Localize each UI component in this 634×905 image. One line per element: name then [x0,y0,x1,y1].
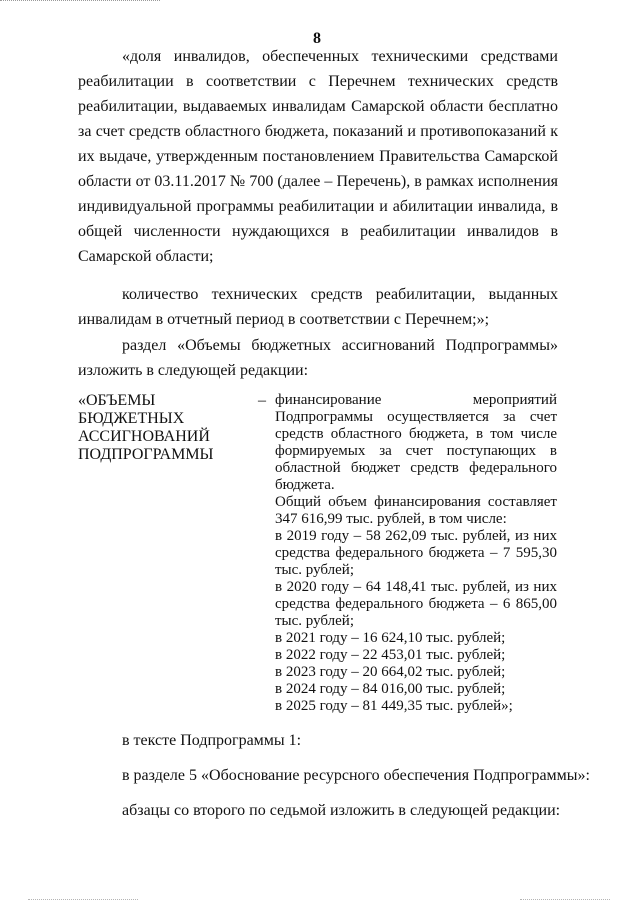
section-label-line: БЮДЖЕТНЫХ [78,410,185,427]
page-number: 8 [313,30,321,47]
funding-total: Общий объем финансирования составляет 347 616,99 тыс. рублей, в том числе: [275,494,557,527]
section-label-line: «ОБЪЕМЫ [78,392,156,409]
section-label-line: АССИГНОВАНИЙ [78,428,210,445]
paragraphs-replace-line: абзацы со второго по седьмой изложить в следующей редакции: [122,802,561,819]
paragraph-devices-count: количество технических средств реабилитации, выданных инвалидам в отчетный период в соответствии с Перечнем;»; [78,286,558,328]
funding-intro: финансирование мероприятий Подпрограммы осуществляется за счет средств областного бюджета, в том числе формируемых за счет поступающих в областной бюджет средств федерального бюджета. [275,392,557,493]
funding-year-2021: в 2021 году – 16 624,10 тыс. рублей; [275,630,506,646]
funding-year-2020: в 2020 году – 64 148,41 тыс. рублей, из них средства федерального бюджета – 6 865,00 тыс. рублей; [275,579,557,629]
funding-year-2022: в 2022 году – 22 453,01 тыс. рублей; [275,647,506,663]
funding-year-2023: в 2023 году – 20 664,02 тыс. рублей; [275,664,506,680]
funding-year-2025: в 2025 году – 81 449,35 тыс. рублей»; [275,698,513,714]
paragraph-disabled-share: «доля инвалидов, обеспеченных техническими средствами реабилитации в соответствии с Перечнем технических средств реабилитации, выдаваемых инвалидам Самарской области бесплатно за счет средств областного бюджета, показаний и противопоказаний к их выдаче, утвержденным постановлением Правительства Самарской области от 03.11.2017 № 700 (далее – Перечень), в рамках исполнения индивидуальной программы реабилитации и абилитации инвалида, в общей численности нуждающихся в реабилитации инвалидов в Самарской области; [78,48,558,265]
label-dash: – [258,392,266,409]
subprogram-text-line: в тексте Подпрограммы 1: [122,732,302,749]
bottom-scan-rule [520,899,610,900]
bottom-scan-rule [28,899,138,900]
section-label-line: ПОДПРОГРАММЫ [78,446,214,463]
section-5-line: в разделе 5 «Обоснование ресурсного обеспечения Подпрограммы»: [122,767,590,784]
top-scan-rule [0,0,160,2]
funding-year-2024: в 2024 году – 84 016,00 тыс. рублей; [275,681,506,697]
paragraph-section-intro: раздел «Объемы бюджетных ассигнований Подпрограммы» изложить в следующей редакции: [78,337,558,379]
funding-block [275,392,557,715]
section-label [78,392,214,464]
funding-year-2019: в 2019 году – 58 262,09 тыс. рублей, из них средства федерального бюджета – 7 595,30 тыс. рублей; [275,528,557,578]
